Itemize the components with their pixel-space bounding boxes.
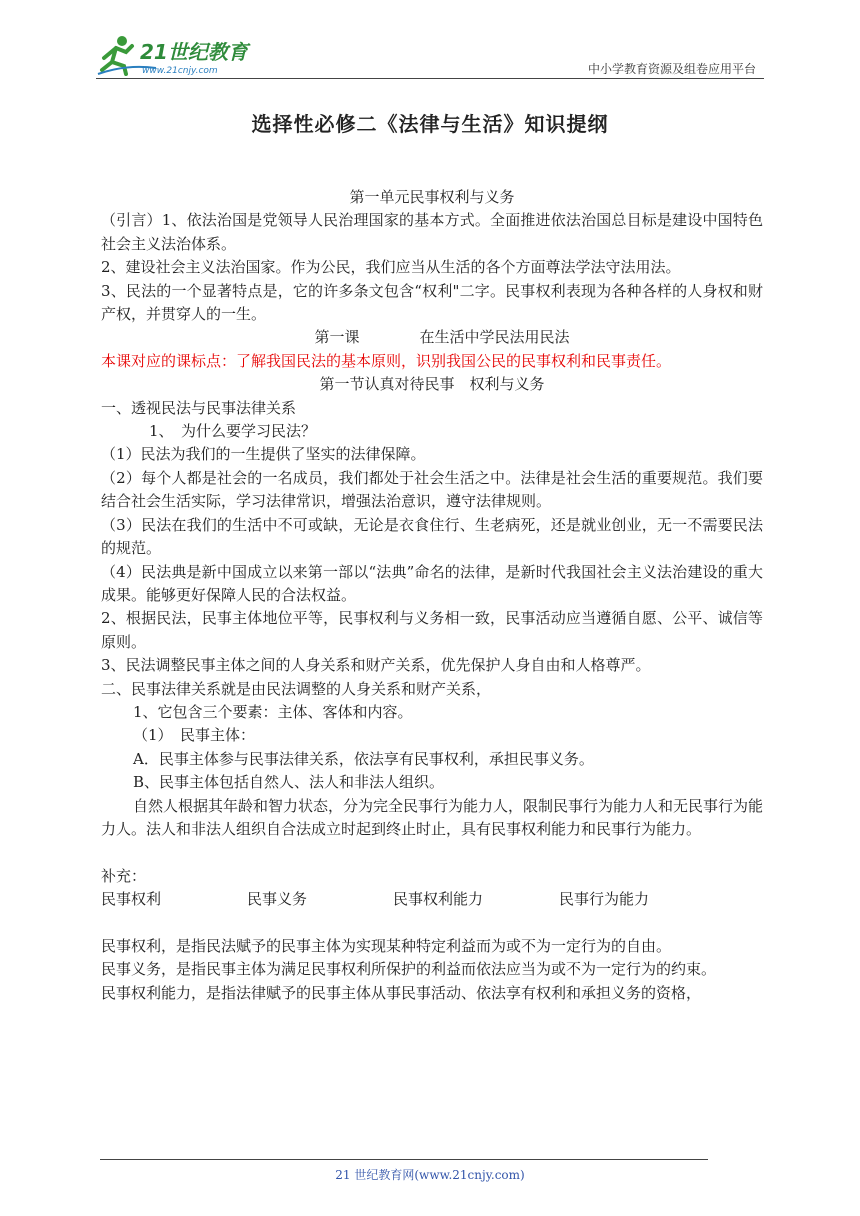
- part1-point-2: 2、根据民法，民事主体地位平等，民事权利与义务相一致，民事活动应当遵循自愿、公平、诚信等原则。: [101, 609, 763, 651]
- part1-heading: 一、透视民法与民事法律关系: [101, 398, 297, 417]
- footer-link[interactable]: 21 世纪教育网(www.21cnjy.com): [335, 1168, 525, 1182]
- lesson-heading: [101, 326, 763, 349]
- footer-rule: [100, 1159, 708, 1160]
- part1-question: 1、 为什么要学习民法？: [149, 422, 317, 441]
- supplement-terms: [101, 888, 763, 911]
- part1-point-3: 3、民法调整民事主体之间的人身关系和财产关系，优先保护人身自由和人格尊严。: [101, 656, 651, 675]
- intro-paragraph-1: （引言）1、依法治国是党领导人民治理国家的基本方式。全面推进依法治国总目标是建设中国特色社会主义法治体系。: [101, 211, 763, 253]
- unit-title: 第一单元民事权利与义务: [349, 188, 515, 206]
- logo-text: 21世纪教育: [140, 40, 248, 64]
- running-figure-icon: [96, 32, 256, 78]
- part2-paragraph: 自然人根据其年龄和智力状态，分为完全民事行为能力人，限制民事行为能力人和无民事行为能力人。法人和非法人组织自合法成立时起到终止时止，具有民事权利能力和民事行为能力。: [101, 796, 764, 838]
- reason-item-1: （1）民法为我们的一生提供了坚实的法律保障。: [101, 445, 426, 464]
- header-rule: [96, 78, 764, 79]
- reason-item-2: （2）每个人都是社会的一名成员，我们都处于社会生活之中。法律是社会生活的重要规范。我们要结合社会生活实际，学习法律常识，增强法治意识，遵守法律规则。: [101, 468, 763, 511]
- part2-heading: 二、民事法律关系就是由民法调整的人身关系和财产关系，: [101, 679, 492, 698]
- intro-paragraph-3: 3、民法的一个显著特点是，它的许多条文包含“权利"二字。民事权利表现为各种各样的人身权和财产权，并贯穿人的一生。: [101, 281, 763, 324]
- term-4: 民事行为能力: [559, 890, 650, 909]
- spacer: [101, 841, 763, 864]
- section-title: 第一节认真对待民事 权利与义务: [319, 375, 545, 394]
- supplement-label: 补充：: [101, 866, 147, 885]
- part2-sub1: 1、它包含三个要素：主体、客体和内容。: [133, 702, 413, 721]
- definition-1: 民事权利，是指民法赋予的民事主体为实现某种特定利益而为或不为一定行为的自由。: [101, 936, 672, 955]
- definition-3: 民事权利能力，是指法律赋予的民事主体从事民事活动、依法享有权利和承担义务的资格，: [101, 983, 702, 1002]
- part2-item-b: B、民事主体包括自然人、法人和非法人组织。: [133, 773, 445, 792]
- part2-sub1-1: （1） 民事主体：: [133, 726, 256, 745]
- reason-item-4: （4）民法典是新中国成立以来第一部以“法典”命名的法律，是新时代我国社会主义法治建设的重大成果。能够更好保障人民的合法权益。: [101, 562, 763, 604]
- intro-paragraph-2: 2、建设社会主义法治国家。作为公民，我们应当从生活的各个方面尊法学法守法用法。: [101, 258, 681, 277]
- spacer: [101, 912, 763, 935]
- page-header: [96, 30, 764, 80]
- standard-point: 本课对应的课标点：了解我国民法的基本原则，识别我国公民的民事权利和民事责任。: [101, 351, 672, 370]
- part2-item-a: A．民事主体参与民事法律关系，依法享有民事权利，承担民事义务。: [133, 749, 594, 768]
- site-logo[interactable]: [96, 32, 256, 78]
- document-title: 选择性必修二《法律与生活》知识提纲: [251, 112, 609, 136]
- logo-url: www.21cnjy.com: [142, 66, 218, 76]
- lesson-name: 在生活中学民法用民法: [419, 328, 570, 347]
- platform-name: 中小学教育资源及组卷应用平台: [587, 62, 756, 76]
- term-2: 民事义务: [247, 890, 308, 909]
- reason-item-3: （3）民法在我们的生活中不可或缺，无论是衣食住行、生老病死，还是就业创业，无一不需要民法的规范。: [101, 515, 763, 558]
- term-3: 民事权利能力: [393, 890, 484, 909]
- definition-2: 民事义务，是指民事主体为满足民事权利所保护的利益而依法应当为或不为一定行为的约束。: [101, 960, 717, 979]
- lesson-number: 第一课: [314, 328, 360, 347]
- term-1: 民事权利: [101, 890, 162, 909]
- document-body: [101, 186, 763, 1005]
